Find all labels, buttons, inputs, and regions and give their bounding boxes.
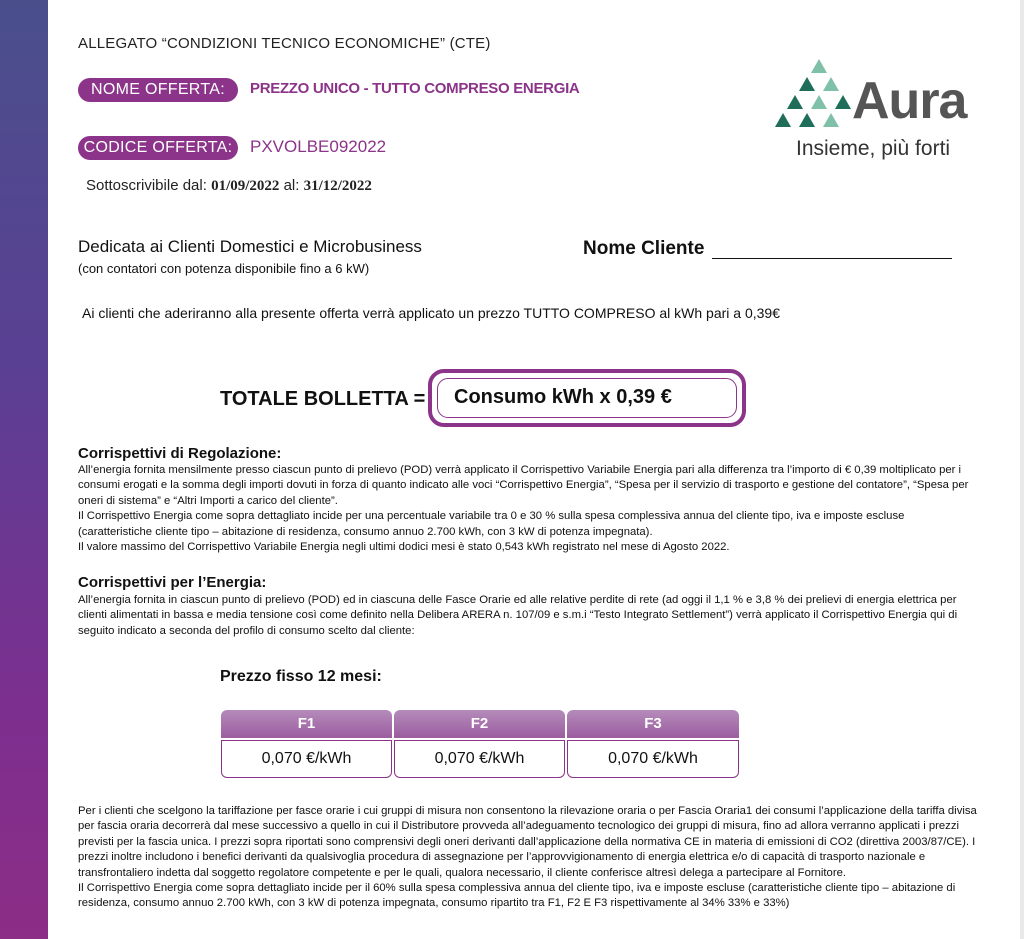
dates-prefix: Sottoscrivibile dal:	[86, 177, 207, 194]
logo-wordmark: Aura	[852, 72, 967, 130]
band-price-f1: 0,070 €/kWh	[221, 740, 392, 778]
right-page-edge	[1020, 0, 1024, 939]
footer-paragraph-2: Il Corrispettivo Energia come sopra dettagliato incide per il 60% sulla spesa complessiva annua del cliente tipo, iva e imposte escluse (caratteristiche cliente tipo – abitazione di residenza, consumo annuo 2.700 kWh, con 3 kW di potenza impegnata, consumo ripartito tra F1, F2 E F3 rispettivamente al 34% 33% e 33%)	[78, 882, 956, 910]
date-to: 31/12/2022	[303, 178, 372, 194]
triangles-icon	[774, 57, 864, 137]
client-name-field-line[interactable]	[712, 258, 952, 259]
band-price-f2: 0,070 €/kWh	[394, 740, 565, 778]
footer-text	[78, 804, 978, 912]
fixed-price-title: Prezzo fisso 12 mesi:	[220, 668, 382, 685]
aura-logo	[770, 55, 990, 170]
regulation-paragraph-1: All’energia fornita mensilmente presso ciascun punto di prelievo (POD) verrà applicato il Corrispettivo Variabile Energia pari alla differenza tra l’importo di € 0,39 moltiplicato per i consumi erogati e la somma degli importi dovuti in forza di quanto indicato alle voci “Corrispettivo Energia”, “Spesa per il servizio di trasporto e gestione del contatore”, “Spesa per oneri di sistema” e “Altri Importi a carico del cliente”.	[78, 464, 969, 507]
energy-section-title: Corrispettivi per l’Energia:	[78, 574, 267, 591]
band-header-f2: F2	[394, 710, 565, 738]
regulation-section-title: Corrispettivi di Regolazione:	[78, 445, 282, 462]
regulation-paragraph-2: Il Corrispettivo Energia come sopra dettagliato incide per una percentuale variabile tra 0 e 30 % sulla spesa complessiva annua del cliente tipo, iva e imposte escluse (caratteristiche cliente tipo – abitazione di residenza, consumo annuo 2.700 kWh, con 3 kW di potenza impegnata).	[78, 510, 905, 538]
intro-text: Ai clienti che aderiranno alla presente offerta verrà applicato un prezzo TUTTO COMPRESO al kWh pari a 0,39€	[82, 305, 781, 321]
dedicated-clients: Dedicata ai Clienti Domestici e Microbusiness	[78, 237, 422, 256]
total-bill-label: TOTALE BOLLETTA =	[220, 388, 426, 410]
energy-paragraph-1: All’energia fornita in ciascun punto di prelievo (POD) ed in ciascuna delle Fasce Orarie ed alle relative perdite di rete (ad oggi il 1,1 % e 3,8 % dei prelievi di energia elettrica per clienti alimentati in bassa e media tensione così come definito nella Delibera ARERA n. 107/09 e s.m.i “Testo Integrato Settlement”) verrà applicato il Corrispettivo Energia qui di seguito indicato a seconda del profilo di consumo scelto dal cliente:	[78, 594, 958, 637]
document-title: ALLEGATO “CONDIZIONI TECNICO ECONOMICHE” (CTE)	[78, 35, 491, 52]
dates-mid: al:	[283, 177, 300, 194]
energy-section-text	[78, 593, 978, 639]
subscription-dates	[86, 177, 372, 195]
total-bill-box	[428, 369, 746, 427]
left-decorative-bar	[0, 0, 48, 939]
regulation-section-text	[78, 463, 978, 555]
dedicated-clients-note: (con contatori con potenza disponibile fino a 6 kW)	[78, 261, 370, 276]
offer-name-label: NOME OFFERTA:	[78, 78, 238, 102]
client-name-label: Nome Cliente	[583, 238, 705, 259]
logo-tagline: Insieme, più forti	[796, 137, 951, 160]
band-header-f3: F3	[567, 710, 739, 738]
offer-name-value: PREZZO UNICO - TUTTO COMPRESO ENERGIA	[250, 80, 580, 97]
band-price-f3: 0,070 €/kWh	[567, 740, 739, 778]
offer-code-value: PXVOLBE092022	[250, 137, 387, 156]
total-bill-formula: Consumo kWh x 0,39 €	[454, 386, 672, 408]
date-from: 01/09/2022	[211, 178, 280, 194]
band-header-f1: F1	[221, 710, 392, 738]
regulation-paragraph-3: Il valore massimo del Corrispettivo Variabile Energia negli ultimi dodici mesi è stato 0,543 kWh registrato nel mese di Agosto 2022.	[78, 541, 730, 554]
offer-code-label: CODICE OFFERTA:	[78, 136, 238, 160]
footer-paragraph-1: Per i clienti che scelgono la tariffazione per fasce orarie i cui gruppi di misura non consentono la rilevazione oraria o per Fascia Oraria1 dei consumi l’applicazione della tariffa divisa per fascia oraria decorrerà dal mese successivo a quello in cui il Distributore provveda all’adeguamento tecnologico dei gruppi di misura, fino ad allora verranno applicati i prezzi previsti per la fascia unica. I prezzi sopra riportati sono comprensivi degli oneri derivanti dall’applicazione della normativa CE in materia di emissioni di CO2 (direttiva 2003/87/CE). I prezzi inoltre includono i benefici derivanti da qualsivoglia procedura di assegnazione per l’approvvigionamento di energia elettrica e/o di capacità di trasporto nazionale e transfrontaliero indetta dal soggetto regolatore competente e per le quali, qualora necessario, il cliente conferisce altresì delega a partecipare al Fornitore.	[78, 805, 977, 879]
